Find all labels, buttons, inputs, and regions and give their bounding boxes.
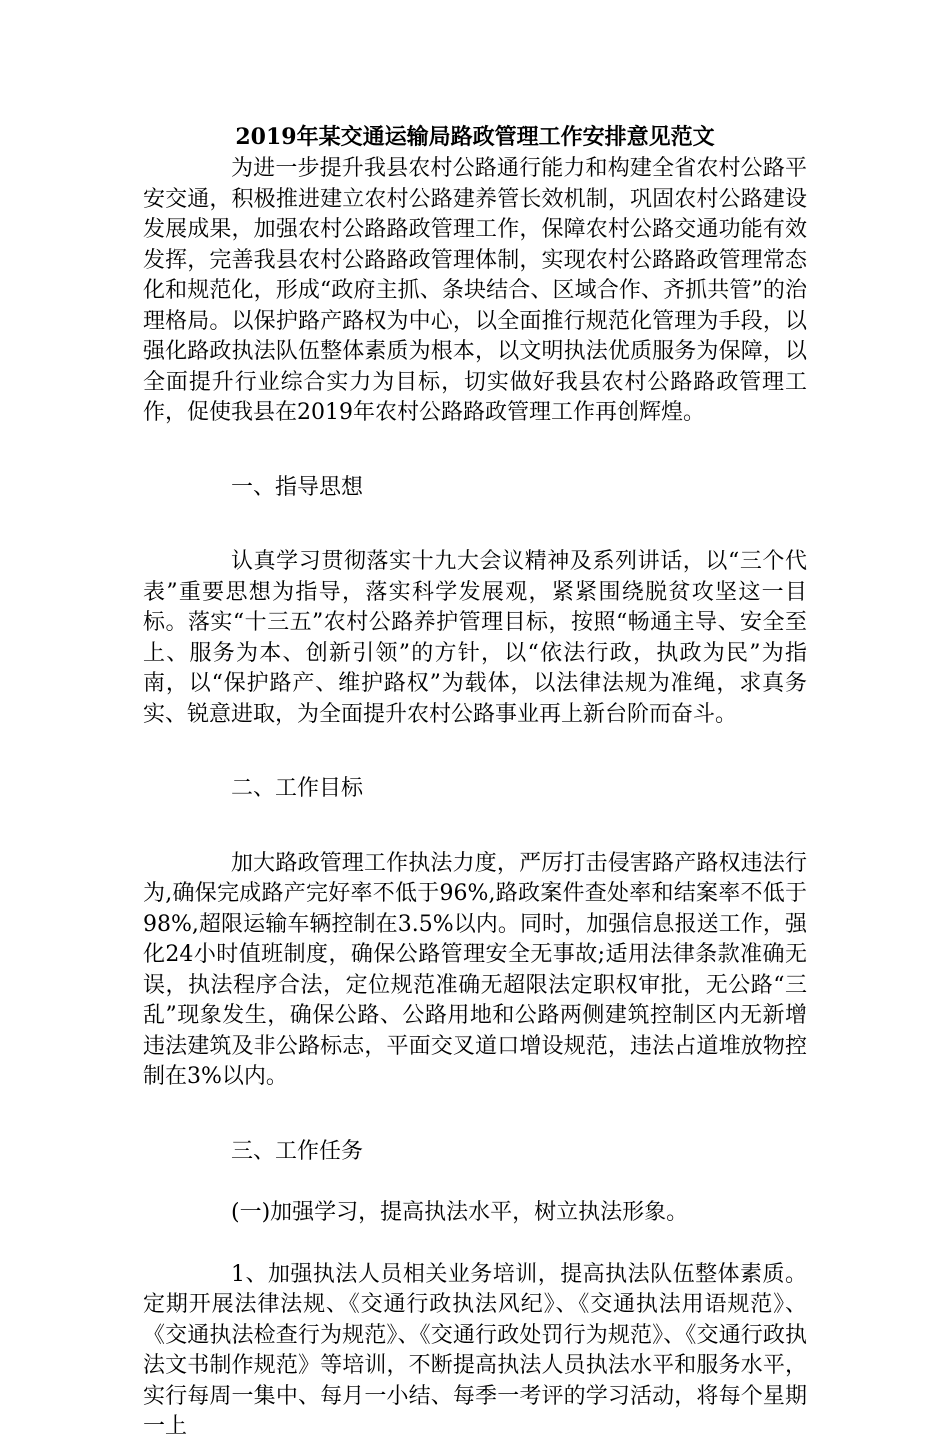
document-page — [143, 122, 807, 1443]
task-item-paragraph: 1、加强执法人员相关业务培训，提高执法队伍整体素质。定期开展法律法规、《交通行政执法风纪》、《交通执法用语规范》、《交通执法检查行为规范》、《交通行政处罚行为规范》、《交通行政执法文书制作规范》等培训，不断提高执法人员执法水平和服务水平，实行每周一集中、每月一小结、每季一考评的学习活动，将每个星期一上 — [143, 1261, 807, 1439]
spacer — [143, 503, 807, 547]
section-body-work-goals: 加大路政管理工作执法力度，严厉打击侵害路产路权违法行为,确保完成路产完好率不低于96%,路政案件查处率和结案率不低于98%,超限运输车辆控制在3.5%以内。同时，加强信息报送工作，强化24小时值班制度，确保公路管理安全无事故;适用法律条款准确无误，执法程序合法，定位规范准确无超限法定职权审批，无公路“三乱”现象发生，确保公路、公路用地和公路两侧建筑控制区内无新增违法建筑及非公路标志，平面交叉道口增设规范，违法占道堆放物控制在3%以内。 — [143, 850, 807, 1089]
spacer — [143, 805, 807, 849]
document-title: 2019年某交通运输局路政管理工作安排意见范文 — [235, 124, 715, 150]
spacer — [143, 1229, 807, 1260]
subsection-heading: (一)加强学习，提高执法水平，树立执法形象。 — [231, 1200, 689, 1225]
spacer — [143, 1167, 807, 1198]
spacer — [143, 429, 807, 473]
spacer — [143, 1093, 807, 1137]
intro-paragraph: 为进一步提升我县农村公路通行能力和构建全省农村公路平安交通，积极推进建立农村公路建养管长效机制，巩固农村公路建设发展成果，加强农村公路路政管理工作，保障农村公路交通功能有效发挥，完善我县农村公路路政管理体制，实现农村公路路政管理常态化和规范化，形成“政府主抓、条块结合、区域合作、齐抓共管”的治理格局。以保护路产路权为中心，以全面推行规范化管理为手段，以强化路政执法队伍整体素质为根本，以文明执法优质服务为保障，以全面提升行业综合实力为目标，切实做好我县农村公路路政管理工作，促使我县在2019年农村公路路政管理工作再创辉煌。 — [143, 156, 807, 425]
spacer — [143, 730, 807, 774]
section-heading-guiding-ideology: 一、指导思想 — [231, 474, 364, 500]
section-body-guiding-ideology: 认真学习贯彻落实十九大会议精神及系列讲话，以“三个代表”重要思想为指导，落实科学发展观，紧紧围绕脱贫攻坚这一目标。落实“十三五”农村公路养护管理目标，按照“畅通主导、安全至上、服务为本、创新引领”的方针，以“依法行政，执政为民”为指南，以“保护路产、维护路权”为载体，以法律法规为准绳，求真务实、锐意进取，为全面提升农村公路事业再上新台阶而奋斗。 — [143, 549, 807, 727]
section-heading-work-tasks: 三、工作任务 — [231, 1138, 364, 1164]
section-heading-work-goals: 二、工作目标 — [231, 776, 364, 801]
